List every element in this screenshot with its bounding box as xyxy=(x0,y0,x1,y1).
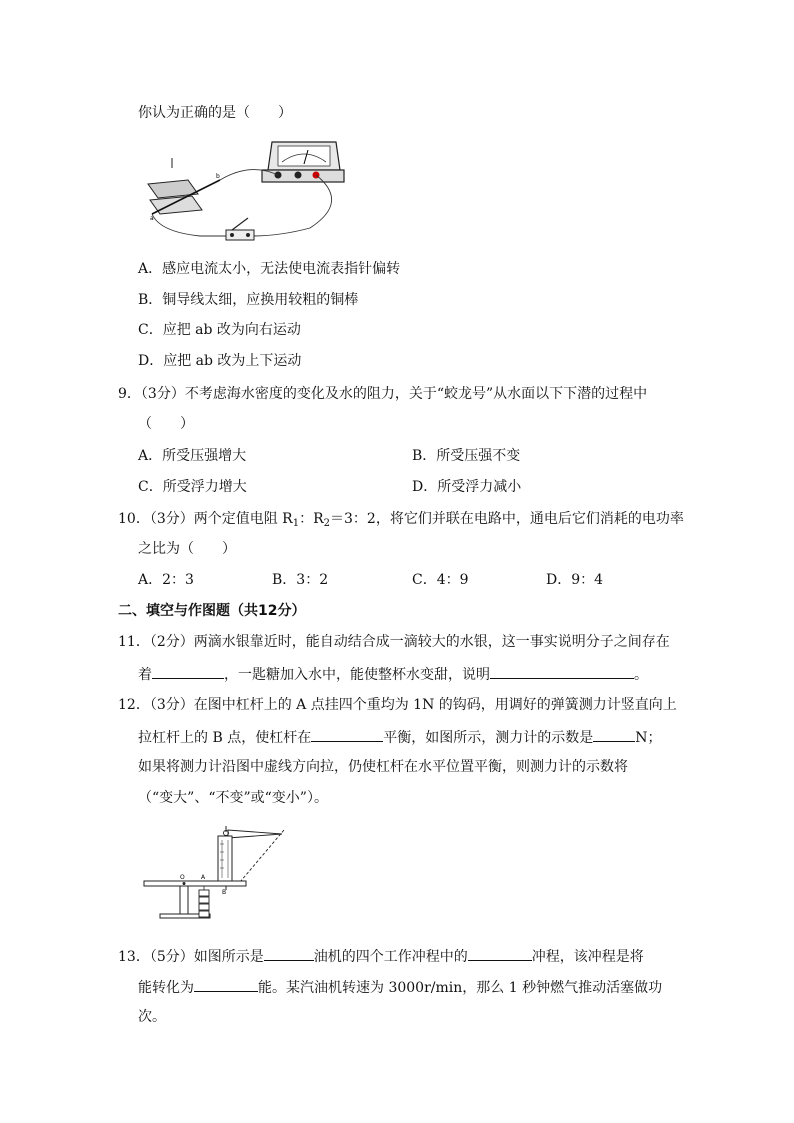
q12-stem-line3: 如果将测力计沿图中虚线方向拉，仍使杠杆在水平位置平衡，则测力计的示数将 xyxy=(138,759,628,775)
q9-option-c: C．所受浮力增大 xyxy=(138,479,247,495)
q11-text-b: ，一匙糖加入水中，能使整杯水变甜，说明 xyxy=(224,667,490,683)
q13-stem-line1 xyxy=(118,945,644,967)
svg-text:a: a xyxy=(150,215,154,222)
q9-option-b: B．所受压强不变 xyxy=(412,448,521,464)
q8-option-a: A．感应电流太小，无法使电流表指针偏转 xyxy=(138,261,401,277)
q13-text-a: 13．（5分）如图所示是 xyxy=(118,949,264,965)
q13-blank-2[interactable] xyxy=(468,945,532,961)
q10-text-a: 10．（3分）两个定值电阻 R xyxy=(118,511,293,527)
q10-text-b: ：R xyxy=(299,511,324,527)
q13-text-d: 能转化为 xyxy=(138,980,194,996)
q10-option-c: C．4：9 xyxy=(412,572,469,588)
q13-blank-3[interactable] xyxy=(194,976,258,992)
q10-option-d: D．9：4 xyxy=(546,572,604,588)
q9-option-d: D．所受浮力减小 xyxy=(412,479,522,495)
q13-text-b: 油机的四个工作冲程中的 xyxy=(313,949,468,965)
svg-text:b: b xyxy=(216,173,220,180)
q9-stem-line2: （ ） xyxy=(138,416,194,432)
q13-text-c: 冲程，该冲程是将 xyxy=(531,949,644,965)
q10-sub-2: 2 xyxy=(323,518,331,529)
q10-sub-1: 1 xyxy=(292,518,300,529)
q13-stem-line3: 次。 xyxy=(138,1009,166,1025)
q8-stem-tail: 你认为正确的是（ ） xyxy=(138,105,292,121)
q10-text-c: ＝3：2，将它们并联在电路中，通电后它们消耗的电功率 xyxy=(330,511,684,527)
q9-option-a: A．所受压强增大 xyxy=(138,448,247,464)
q8-option-d: D．应把 ab 改为上下运动 xyxy=(138,353,302,369)
q9-stem-line1: 9．（3分）不考虑海水密度的变化及水的阻力，关于“蛟龙号”从水面以下下潜的过程中 xyxy=(118,386,648,402)
q12-stem-line4: （“变大”、“不变”或“变小”）。 xyxy=(138,790,328,806)
q12-blank-1[interactable] xyxy=(311,726,383,742)
q12-stem-line2 xyxy=(138,726,661,748)
q8-option-c: C．应把 ab 改为向右运动 xyxy=(138,322,301,338)
q12-blank-2[interactable] xyxy=(593,726,635,742)
lever-figure xyxy=(144,824,304,926)
q12-text-c: N； xyxy=(635,730,662,746)
lever-label-a: A xyxy=(201,874,206,881)
q11-text-c: 。 xyxy=(634,667,648,683)
lever-label-o: O xyxy=(180,874,185,881)
q11-text-a: 着 xyxy=(138,667,152,683)
q8-option-b: B．铜导线太细，应换用较粗的铜棒 xyxy=(138,292,359,308)
q11-blank-1[interactable] xyxy=(152,663,224,679)
q13-text-e: 能。某汽油机转速为 3000r/min，那么 1 秒钟燃气推动活塞做功 xyxy=(258,980,663,996)
q10-stem-line1 xyxy=(118,509,684,529)
q12-stem-line1: 12．（3分）在图中杠杆上的 A 点挂四个重均为 1N 的钩码，用调好的弹簧测力计竖直向上 xyxy=(118,697,677,713)
q12-text-b: 平衡，如图所示，测力计的示数是 xyxy=(383,730,594,746)
lever-label-b: B xyxy=(222,889,227,896)
q11-stem-line2 xyxy=(138,663,648,685)
q13-blank-1[interactable] xyxy=(264,945,314,961)
q11-stem-line1: 11．（2分）两滴水银靠近时，能自动结合成一滴较大的水银，这一事实说明分子之间存在 xyxy=(118,634,670,650)
q11-blank-2[interactable] xyxy=(490,663,634,679)
q12-text-a: 拉杠杆上的 B 点，使杠杆在 xyxy=(138,730,312,746)
induction-apparatus-figure xyxy=(140,132,350,247)
q10-option-a: A．2：3 xyxy=(138,572,194,588)
q10-option-b: B．3：2 xyxy=(272,572,329,588)
q10-stem-line2: 之比为（ ） xyxy=(138,541,236,557)
section-2-title: 二、填空与作图题（共12分） xyxy=(118,603,306,619)
q13-stem-line2 xyxy=(138,976,662,998)
